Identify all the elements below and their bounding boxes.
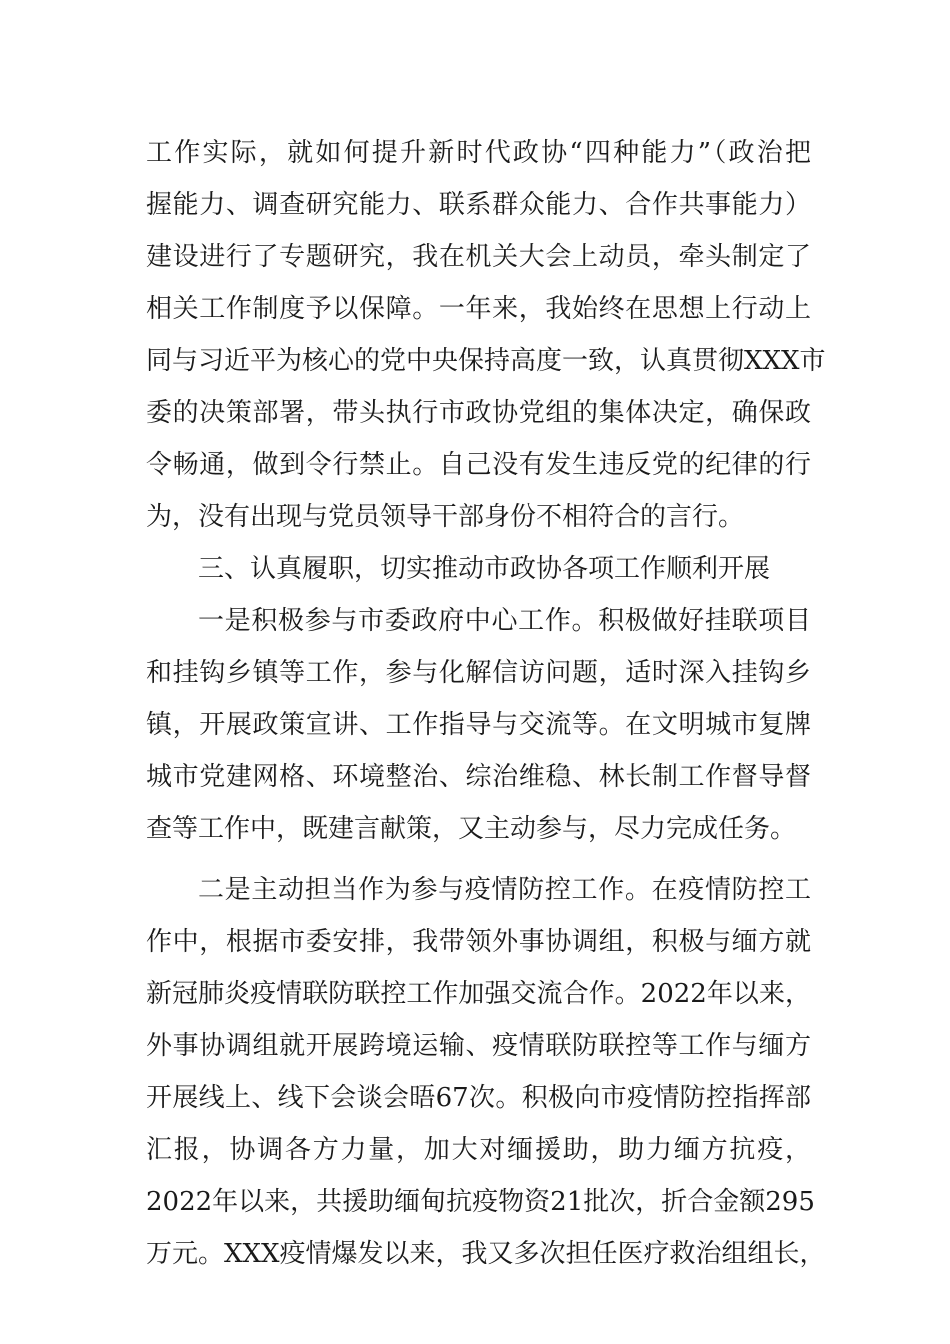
paragraph-line: 查等工作中，既建言献策，又主动参与，尽力完成任务。 xyxy=(146,814,797,844)
paragraph-line: 作中，根据市委安排，我带领外事协调组，积极与缅方就 xyxy=(146,927,811,957)
paragraph-line: 同与习近平为核心的党中央保持高度一致，认真贯彻XXX市 xyxy=(146,346,826,376)
paragraph-line: 2022年以来，共援助缅甸抗疫物资21批次，折合金额295 xyxy=(146,1187,815,1217)
paragraph-line: 为，没有出现与党员领导干部身份不相符合的言行。 xyxy=(146,502,745,532)
paragraph-line: 和挂钩乡镇等工作，参与化解信访问题，适时深入挂钩乡 xyxy=(146,658,811,688)
paragraph-line: 二是主动担当作为参与疫情防控工作。在疫情防控工 xyxy=(198,875,811,905)
section-heading: 三、认真履职，切实推动市政协各项工作顺利开展 xyxy=(198,554,771,584)
paragraph-line: 一是积极参与市委政府中心工作。积极做好挂联项目 xyxy=(198,606,811,636)
document-body xyxy=(146,130,826,1283)
paragraph-line: 汇报，协调各方力量，加大对缅援助，助力缅方抗疫， xyxy=(146,1135,811,1165)
paragraph-line: 令畅通，做到令行禁止。自己没有发生违反党的纪律的行 xyxy=(146,450,811,480)
paragraph-line: 万元。XXX疫情爆发以来，我又多次担任医疗救治组组长， xyxy=(146,1239,826,1269)
paragraph-line: 开展线上、线下会谈会晤67次。积极向市疫情防控指挥部 xyxy=(146,1083,811,1113)
paragraph-line: 相关工作制度予以保障。一年来，我始终在思想上行动上 xyxy=(146,294,811,324)
paragraph-spacer xyxy=(146,858,811,867)
paragraph-line: 建设进行了专题研究，我在机关大会上动员，牵头制定了 xyxy=(146,242,811,272)
paragraph-line: 握能力、调查研究能力、联系群众能力、合作共事能力） xyxy=(146,190,811,220)
paragraph-line: 城市党建网格、环境整治、综治维稳、林长制工作督导督 xyxy=(146,762,811,792)
paragraph-line: 外事协调组就开展跨境运输、疫情联防联控等工作与缅方 xyxy=(146,1031,811,1061)
paragraph-line: 新冠肺炎疫情联防联控工作加强交流合作。2022年以来， xyxy=(146,979,811,1009)
paragraph-line: 工作实际，就如何提升新时代政协“四种能力”（政治把 xyxy=(146,138,811,168)
paragraph-line: 委的决策部署，带头执行市政协党组的集体决定，确保政 xyxy=(146,398,811,428)
paragraph-line: 镇，开展政策宣讲、工作指导与交流等。在文明城市复牌 xyxy=(146,710,811,740)
